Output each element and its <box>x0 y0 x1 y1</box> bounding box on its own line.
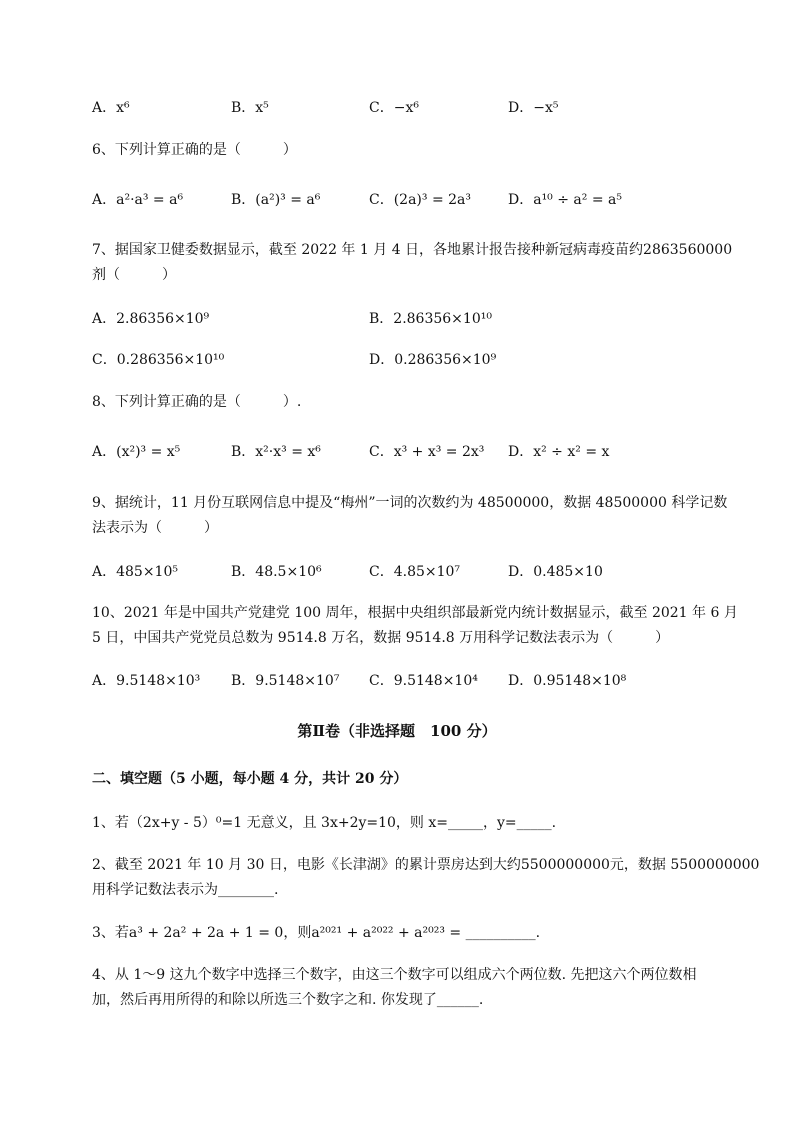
q5-option-c: C．−x⁶ <box>369 100 419 116</box>
fill-question-2-line2: 用科学记数法表示为________. <box>92 882 279 898</box>
q6-option-b: B．(a²)³ = a⁶ <box>231 192 321 208</box>
q6-option-d: D．a¹⁰ ÷ a² = a⁵ <box>508 192 622 208</box>
q5-option-b: B．x⁵ <box>231 100 269 116</box>
q9-stem-line2: 法表示为（ ） <box>92 520 218 536</box>
q7-option-a: A．2.86356×10⁹ <box>92 311 210 327</box>
q10-option-a: A．9.5148×10³ <box>92 673 201 689</box>
q7-stem-line2: 剂（ ） <box>92 267 176 283</box>
q8-option-a: A．(x²)³ = x⁵ <box>92 444 181 460</box>
q9-option-a: A．485×10⁵ <box>92 564 178 580</box>
section-title: 第Ⅱ卷（非选择题 100 分） <box>297 722 497 740</box>
q6-stem: 6、下列计算正确的是（ ） <box>92 142 297 158</box>
fill-question-3: 3、若a³ + 2a² + 2a + 1 = 0，则a²⁰²¹ + a²⁰²² + a²⁰²³ = __________. <box>92 925 541 941</box>
q9-option-b: B．48.5×10⁶ <box>231 564 322 580</box>
q7-option-b: B．2.86356×10¹⁰ <box>369 311 492 327</box>
q10-option-b: B．9.5148×10⁷ <box>231 673 340 689</box>
q9-stem-line1: 9、据统计，11 月份互联网信息中提及“梅州”一词的次数约为 48500000，数据 48500000 科学记数 <box>92 495 728 511</box>
fill-question-1: 1、若（2x+y - 5）⁰=1 无意义，且 3x+2y=10，则 x=_____，y=_____. <box>92 815 557 831</box>
q8-option-d: D．x² ÷ x² = x <box>508 444 610 460</box>
q5-option-d: D．−x⁵ <box>508 100 559 116</box>
q8-stem: 8、下列计算正确的是（ ）. <box>92 394 302 410</box>
q7-stem-line1: 7、据国家卫健委数据显示，截至 2022 年 1 月 4 日，各地累计报告接种新冠病毒疫苗约2863560000 <box>92 242 733 258</box>
q10-option-d: D．0.95148×10⁸ <box>508 673 627 689</box>
q5-option-a: A．x⁶ <box>92 100 130 116</box>
q10-stem-line2: 5 日，中国共产党党员总数为 9514.8 万名，数据 9514.8 万用科学记数法表示为（ ） <box>92 630 670 646</box>
q9-option-c: C．4.85×10⁷ <box>369 564 461 580</box>
q6-option-a: A．a²·a³ = a⁶ <box>92 192 184 208</box>
section-heading: 二、填空题（5 小题，每小题 4 分，共计 20 分） <box>92 771 408 787</box>
q10-option-c: C．9.5148×10⁴ <box>369 673 478 689</box>
q9-option-d: D．0.485×10 <box>508 564 603 580</box>
q10-stem-line1: 10、2021 年是中国共产党建党 100 周年，根据中央组织部最新党内统计数据显示，截至 2021 年 6 月 <box>92 605 738 621</box>
fill-question-4-line1: 4、从 1～9 这九个数字中选择三个数字，由这三个数字可以组成六个两位数. 先把这六个两位数相 <box>92 967 697 983</box>
q8-option-c: C．x³ + x³ = 2x³ <box>369 444 485 460</box>
q7-option-d: D．0.286356×10⁹ <box>369 352 497 368</box>
q7-option-c: C．0.286356×10¹⁰ <box>92 352 225 368</box>
q6-option-c: C．(2a)³ = 2a³ <box>369 192 471 208</box>
q8-option-b: B．x²·x³ = x⁶ <box>231 444 321 460</box>
fill-question-4-line2: 加，然后再用所得的和除以所选三个数字之和. 你发现了______. <box>92 992 484 1008</box>
fill-question-2-line1: 2、截至 2021 年 10 月 30 日，电影《长津湖》的累计票房达到大约5500000000元，数据 5500000000 <box>92 857 760 873</box>
